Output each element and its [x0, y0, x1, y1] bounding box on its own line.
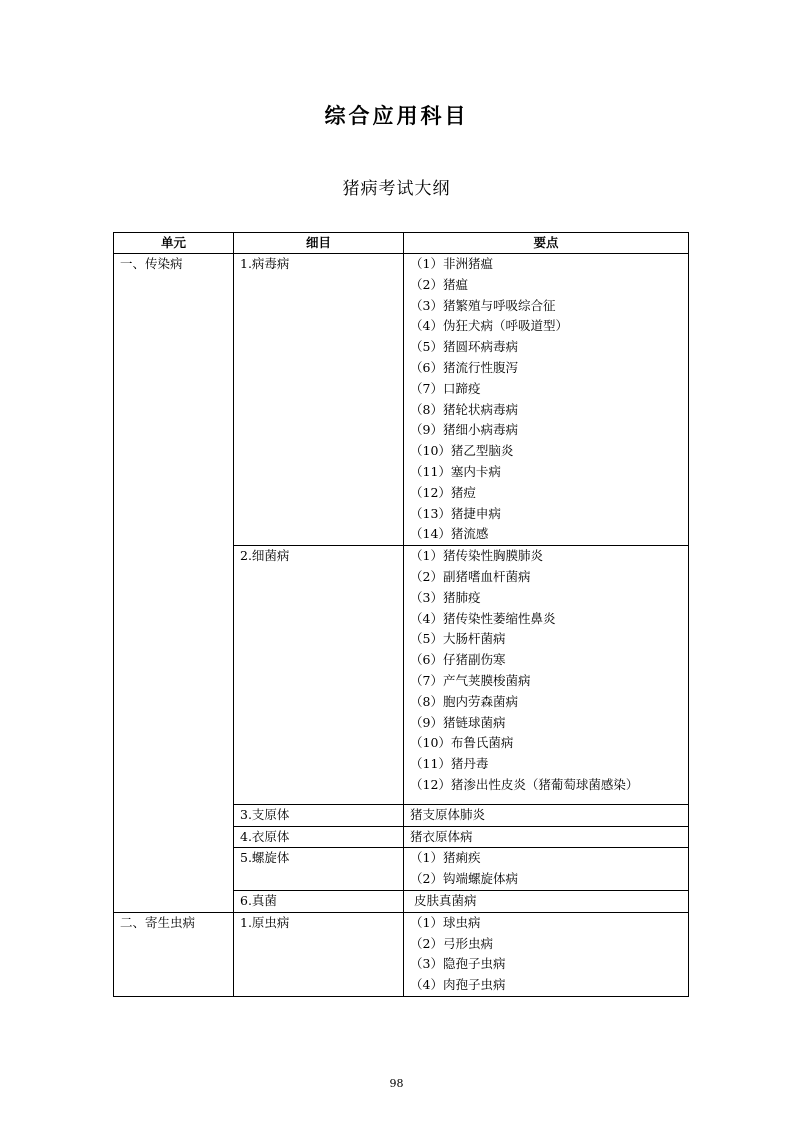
item-cell: 4.衣原体	[234, 826, 404, 848]
unit-cell: 二、寄生虫病	[114, 912, 234, 996]
points-cell	[404, 826, 689, 848]
point-item: （1）猪痢疾	[410, 850, 481, 866]
point-item: （8）胞内劳森菌病	[410, 693, 518, 709]
point-item: （10）猪乙型脑炎	[410, 443, 514, 459]
point-item: （3）隐孢子虫病	[410, 956, 506, 972]
item-cell: 1.病毒病	[234, 254, 404, 546]
point-item: 皮肤真菌病	[410, 892, 477, 908]
point-item: （8）猪轮状病毒病	[410, 401, 518, 417]
point-item: （1）猪传染性胸膜肺炎	[410, 548, 543, 564]
item-cell: 3.支原体	[234, 804, 404, 826]
point-item: （4）肉孢子虫病	[410, 977, 506, 993]
points-cell	[404, 890, 689, 912]
point-item: （1）球虫病	[410, 914, 481, 930]
table-row	[114, 254, 689, 546]
point-item: （6）仔猪副伤寒	[410, 652, 506, 668]
table-header-row	[114, 233, 689, 254]
document-subtitle: 猪病考试大纲	[342, 179, 451, 199]
point-item: （2）弓形虫病	[410, 935, 493, 951]
header-unit: 单元	[114, 233, 234, 254]
points-cell	[404, 804, 689, 826]
point-item: （9）猪细小病毒病	[410, 422, 518, 438]
document-title: 综合应用科目	[324, 104, 469, 128]
header-points: 要点	[404, 233, 689, 254]
item-cell: 1.原虫病	[234, 912, 404, 996]
point-item: （4）伪狂犬病（呼吸道型）	[410, 318, 568, 334]
item-cell: 5.螺旋体	[234, 848, 404, 891]
point-item: 猪衣原体病	[410, 828, 473, 844]
point-item: （1）非洲猪瘟	[410, 256, 493, 271]
points-cell	[404, 912, 689, 996]
header-item: 细目	[234, 233, 404, 254]
page-number: 98	[389, 1077, 404, 1090]
unit-cell: 一、传染病	[114, 254, 234, 913]
point-item: （11）塞内卡病	[410, 463, 501, 479]
point-item: （6）猪流行性腹泻	[410, 359, 518, 375]
point-item: （11）猪丹毒	[410, 756, 489, 772]
table-row	[114, 912, 689, 996]
points-cell	[404, 546, 689, 805]
syllabus-table	[113, 232, 689, 997]
point-item: （3）猪肺疫	[410, 589, 481, 605]
points-cell	[404, 254, 689, 546]
point-item: （3）猪繁殖与呼吸综合征	[410, 297, 556, 313]
point-item: （7）口蹄疫	[410, 380, 481, 396]
point-item: （5）猪圆环病毒病	[410, 339, 518, 355]
point-item: （10）布鲁氏菌病	[410, 735, 514, 751]
point-item: （5）大肠杆菌病	[410, 631, 506, 647]
point-item: （2）猪瘟	[410, 276, 468, 292]
item-cell: 6.真菌	[234, 890, 404, 912]
point-item: （2）副猪嗜血杆菌病	[410, 568, 531, 584]
point-item: （2）钩端螺旋体病	[410, 871, 518, 887]
points-cell	[404, 848, 689, 891]
item-cell: 2.细菌病	[234, 546, 404, 805]
point-item: （14）猪流感	[410, 526, 489, 542]
point-item: 猪支原体肺炎	[410, 806, 486, 822]
point-item: （12）猪渗出性皮炎（猪葡萄球菌感染）	[410, 776, 639, 792]
point-item: （7）产气荚膜梭菌病	[410, 672, 531, 688]
point-item: （4）猪传染性萎缩性鼻炎	[410, 610, 556, 626]
point-item: （9）猪链球菌病	[410, 714, 506, 730]
point-item: （13）猪捷申病	[410, 505, 501, 521]
point-item: （12）猪痘	[410, 484, 476, 500]
